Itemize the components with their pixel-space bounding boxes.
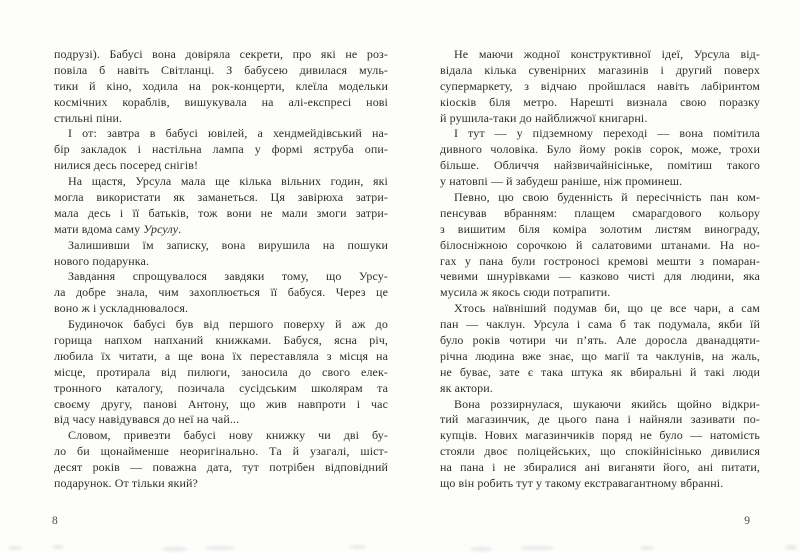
text-line: гах у пана були гостроносі кремові мешти з помаран-: [440, 253, 760, 268]
text-line: Хтось наївніший подумав би, що це все чари, а сам: [454, 301, 760, 316]
paragraph: [440, 190, 760, 301]
text-line: горища напхом напханий книжками. Бабуся, ясна річ,: [54, 333, 388, 348]
text-line: бір закладок і настільна лампа у формі яструба опи-: [54, 142, 388, 157]
text-line: Словом, привезти бабусі нову книжку чи дві бу-: [68, 428, 388, 443]
text-line: місце, протирала від пилюги, заносила до свого елек-: [54, 364, 388, 379]
scan-edge-artifact: [52, 545, 64, 549]
scan-edge-artifact: [470, 547, 492, 551]
paragraph: [54, 269, 388, 317]
text-line: своєму другу, панові Антону, що жив навпроти і час: [54, 396, 388, 411]
paragraph: [54, 174, 388, 238]
text-line: пан — чаклун. Урсула і сама б так подумала, якби їй: [440, 317, 760, 332]
text-line: Будиночок бабусі був від першого поверху й аж до: [68, 317, 388, 332]
text-line: дивного чоловіка. Було йому років сорок, може, трохи: [440, 142, 760, 157]
paragraph: [54, 126, 388, 174]
text-line: Завдання спрощувалося завдяки тому, що Урсу-: [68, 269, 388, 284]
paragraph: [440, 126, 760, 190]
paragraph: [54, 47, 388, 126]
right-page-text: [440, 47, 760, 492]
scan-edge-artifact: [520, 546, 554, 550]
paragraph: [54, 317, 388, 428]
text-line: як актори.: [440, 380, 493, 395]
paragraph: [440, 301, 760, 396]
text-line: що він робить тут у такому екстравагантному вбранні.: [440, 476, 724, 491]
text-line: мусила ж якось сюди потрапити.: [440, 285, 611, 300]
text-line: не буває, зате є така штука як вбиральні й такі люди: [440, 364, 760, 379]
text-line: супермаркету, з відчаю пройшлася навіть лабіринтом: [440, 78, 760, 93]
text-line: тронного каталогу, позичала сусідським школярам та: [54, 380, 388, 395]
scan-edge-artifact: [785, 545, 797, 550]
text-line: І от: завтра в бабусі ювілей, а хендмейдівський на-: [68, 126, 388, 141]
text-line: від часу навідувався до неї на чай...: [54, 412, 240, 427]
scan-edge-artifact: [162, 547, 188, 551]
text-line: купців. Нових магазинчиків поряд не було — натомість: [440, 428, 760, 443]
text-line: мати вдома саму Урсулу.: [54, 221, 182, 236]
paragraph: [54, 238, 388, 270]
text-line: воно ж і ускладнювалося.: [54, 301, 189, 316]
text-line: білосніжною сорочкою й салатовими штанами. На но-: [440, 237, 760, 252]
text-line: нилися десь посеред снігів!: [54, 158, 199, 173]
text-line: Вона роззирнулася, шукаючи якийсь щойно відкри-: [454, 396, 760, 411]
text-line: мала десь і її батьків, тож вони не мали змоги затри-: [54, 205, 388, 220]
text-line: десят років — поважна дата, тут потрібен відповідний: [54, 460, 388, 475]
scan-edge-artifact: [205, 546, 235, 550]
paragraph: [440, 397, 760, 492]
text-line: з вишитим біля коміра золотим листям винограду,: [440, 221, 760, 236]
scan-edge-artifact: [8, 546, 22, 550]
right-page: [400, 0, 800, 553]
text-line: тики й кіно, ходила на рок-концерти, клеїла модельки: [54, 78, 388, 93]
left-page-number: 8: [52, 515, 58, 527]
text-line: нового подарунка.: [54, 253, 150, 268]
text-line: кіосків біля метро. Нарешті визнала свою поразку: [440, 94, 760, 109]
text-line: ло би щонайменше неоригінально. Та й узагалі, шіст-: [54, 444, 388, 459]
text-line: більше. Обличчя найзвичайнісіньке, помітиш такого: [440, 158, 760, 173]
text-line: було років чотири чи п’ять. Але доросла дванадцяти-: [440, 333, 760, 348]
scan-edge-artifact: [640, 546, 654, 550]
text-line: тий магазинчик, де цього пана і найняли зазивати по-: [440, 412, 760, 427]
text-line: повіла б навіть Світланці. З бабусею дивилася муль-: [54, 62, 388, 77]
text-line: річна людина вже знає, що магії та чаклунів, на жаль,: [440, 348, 760, 363]
text-line: стояли двоє поліцейських, що спокійнісінько дивилися: [440, 444, 760, 459]
text-line: ла добре знала, чим захоплюється її бабуся. Через це: [54, 285, 388, 300]
paragraph: [440, 47, 760, 126]
text-line: могла використати як заманеться. Ця завірюха затри-: [54, 190, 388, 205]
text-line: подарунок. От тільки який?: [54, 476, 198, 491]
text-line: любила їх читати, а ще вона їх переставляла з місця на: [54, 348, 388, 363]
paragraph: [54, 428, 388, 492]
text-line: чевими шнурівками — казково чисті для людини, яка: [440, 269, 760, 284]
text-line: й рушила-таки до найближчої книгарні.: [440, 110, 648, 125]
text-line: Залишивши їм записку, вона вирушила на пошуки: [68, 237, 388, 252]
text-line: Певно, цю свою буденність й пересічність пан ком-: [454, 190, 760, 205]
text-line: пенсував вбранням: плащем смарагдового кольору: [440, 205, 760, 220]
text-line: у натовпі — й забудеш раніше, ніж проминеш.: [440, 174, 683, 189]
right-page-number: 9: [744, 515, 750, 527]
left-page-text: [54, 47, 388, 492]
text-line: космічних кораблів, вишукувала на алі-експресі нові: [54, 94, 388, 109]
text-line: подрузі). Бабусі вона довіряла секрети, про які не роз-: [54, 47, 388, 61]
text-line: І тут — у підземному переході — вона помітила: [454, 126, 760, 141]
text-line: Не маючи жодної конструктивної ідеї, Урсула від-: [454, 47, 760, 61]
text-line: відала кілька сувенірних магазинів і другий поверх: [440, 62, 760, 77]
text-line: На щастя, Урсула мала ще кілька вільних годин, які: [68, 174, 388, 189]
text-line: стильні піни.: [54, 110, 123, 125]
scan-edge-artifact: [350, 545, 366, 549]
text-line: на пана і не збиралися ані виганяти його, ані питати,: [440, 460, 760, 475]
